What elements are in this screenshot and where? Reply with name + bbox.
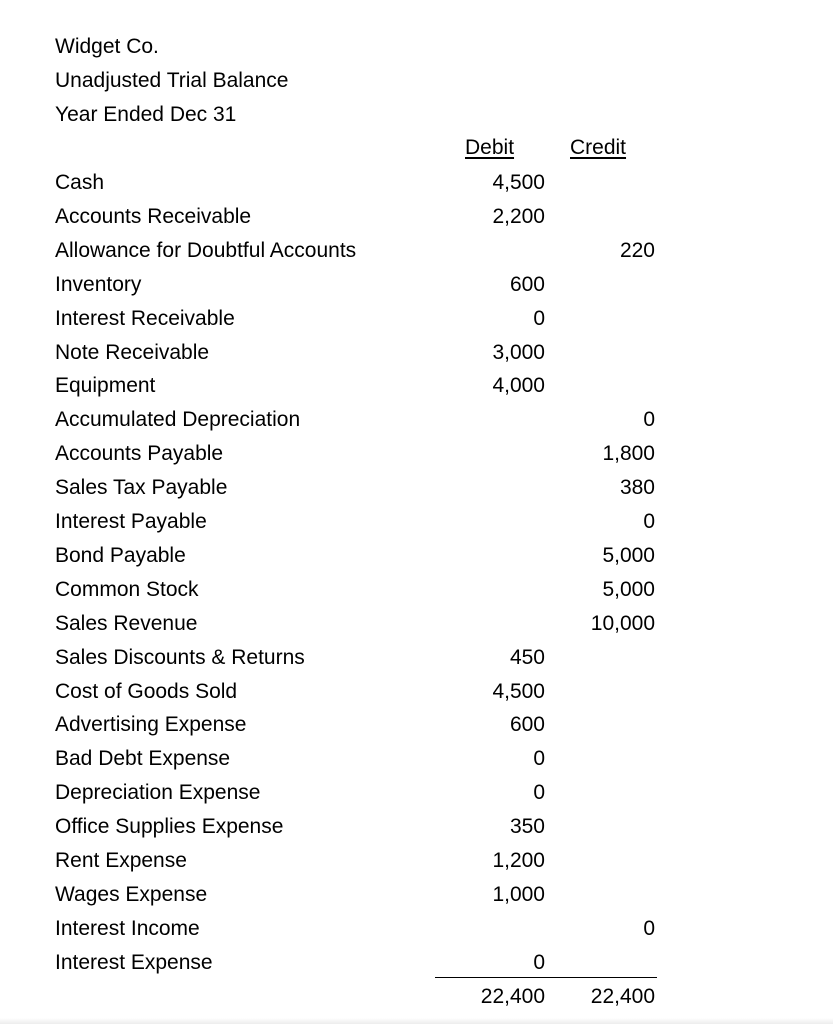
debit-amount: 0 (533, 747, 545, 771)
table-row (0, 915, 833, 949)
account-name: Accounts Receivable (55, 204, 252, 228)
total-debit: 22,400 (480, 985, 545, 1008)
table-row (0, 237, 833, 271)
account-name: Accumulated Depreciation (55, 408, 301, 432)
total-credit: 22,400 (590, 985, 655, 1008)
credit-amount: 5,000 (602, 543, 655, 567)
debit-amount: 4,500 (492, 679, 545, 703)
account-name: Interest Receivable (55, 306, 235, 330)
credit-amount: 220 (619, 238, 655, 262)
totals-row (0, 983, 833, 1017)
report-period: Year Ended Dec 31 (55, 103, 237, 126)
account-name: Rent Expense (55, 849, 187, 872)
account-name: Equipment (55, 374, 156, 398)
table-row (0, 610, 833, 644)
table-row (0, 474, 833, 508)
table-row (0, 305, 833, 339)
table-row (0, 169, 833, 203)
table-row (0, 678, 833, 712)
account-name: Office Supplies Expense (55, 815, 284, 839)
account-name: Advertising Expense (55, 713, 247, 737)
table-row (0, 644, 833, 678)
account-name: Bond Payable (55, 543, 186, 567)
total-rule (435, 977, 657, 978)
credit-amount: 1,800 (602, 442, 655, 466)
debit-amount: 0 (533, 950, 545, 974)
debit-amount: 0 (533, 306, 545, 330)
table-row (0, 779, 833, 813)
table-row (0, 576, 833, 610)
table-row (0, 949, 833, 983)
debit-amount: 450 (509, 645, 545, 669)
credit-amount: 380 (619, 476, 655, 500)
credit-amount: 0 (643, 916, 655, 940)
table-row (0, 813, 833, 847)
credit-column-header: Credit (570, 136, 627, 159)
account-name: Sales Tax Payable (55, 476, 228, 500)
account-name: Depreciation Expense (55, 781, 261, 805)
bottom-edge (0, 1018, 833, 1024)
debit-column-header: Debit (465, 136, 515, 159)
table-row (0, 847, 833, 881)
report-title: Unadjusted Trial Balance (55, 69, 289, 92)
table-row (0, 542, 833, 576)
company-name: Widget Co. (55, 35, 159, 58)
account-name: Note Receivable (55, 340, 210, 364)
account-name: Common Stock (55, 577, 199, 601)
table-row (0, 372, 833, 406)
table-row (0, 745, 833, 779)
debit-amount: 600 (509, 272, 545, 296)
debit-amount: 1,000 (492, 882, 545, 906)
debit-amount: 0 (533, 781, 545, 805)
table-row (0, 203, 833, 237)
account-name: Cost of Goods Sold (55, 679, 238, 703)
credit-amount: 10,000 (590, 611, 655, 635)
account-name: Wages Expense (55, 882, 208, 906)
account-name: Allowance for Doubtful Accounts (55, 238, 357, 262)
table-row (0, 508, 833, 542)
table-row (0, 881, 833, 915)
table-row (0, 271, 833, 305)
account-name: Accounts Payable (55, 442, 224, 466)
credit-amount: 0 (643, 510, 655, 533)
account-name: Cash (55, 171, 105, 194)
account-name: Interest Expense (55, 950, 213, 974)
account-name: Inventory (55, 272, 142, 296)
credit-amount: 5,000 (602, 577, 655, 601)
debit-amount: 4,500 (492, 171, 545, 194)
table-row (0, 406, 833, 440)
account-name: Interest Income (55, 916, 200, 940)
debit-amount: 4,000 (492, 374, 545, 398)
account-name: Sales Discounts & Returns (55, 645, 305, 669)
debit-amount: 2,200 (492, 204, 545, 228)
account-name: Interest Payable (55, 510, 207, 533)
debit-amount: 350 (509, 815, 545, 839)
debit-amount: 3,000 (492, 340, 545, 364)
credit-amount: 0 (643, 408, 655, 432)
debit-amount: 600 (509, 713, 545, 737)
table-row (0, 440, 833, 474)
account-name: Bad Debt Expense (55, 747, 231, 771)
table-row (0, 711, 833, 745)
table-row (0, 339, 833, 373)
account-name: Sales Revenue (55, 611, 198, 635)
debit-amount: 1,200 (492, 849, 545, 872)
